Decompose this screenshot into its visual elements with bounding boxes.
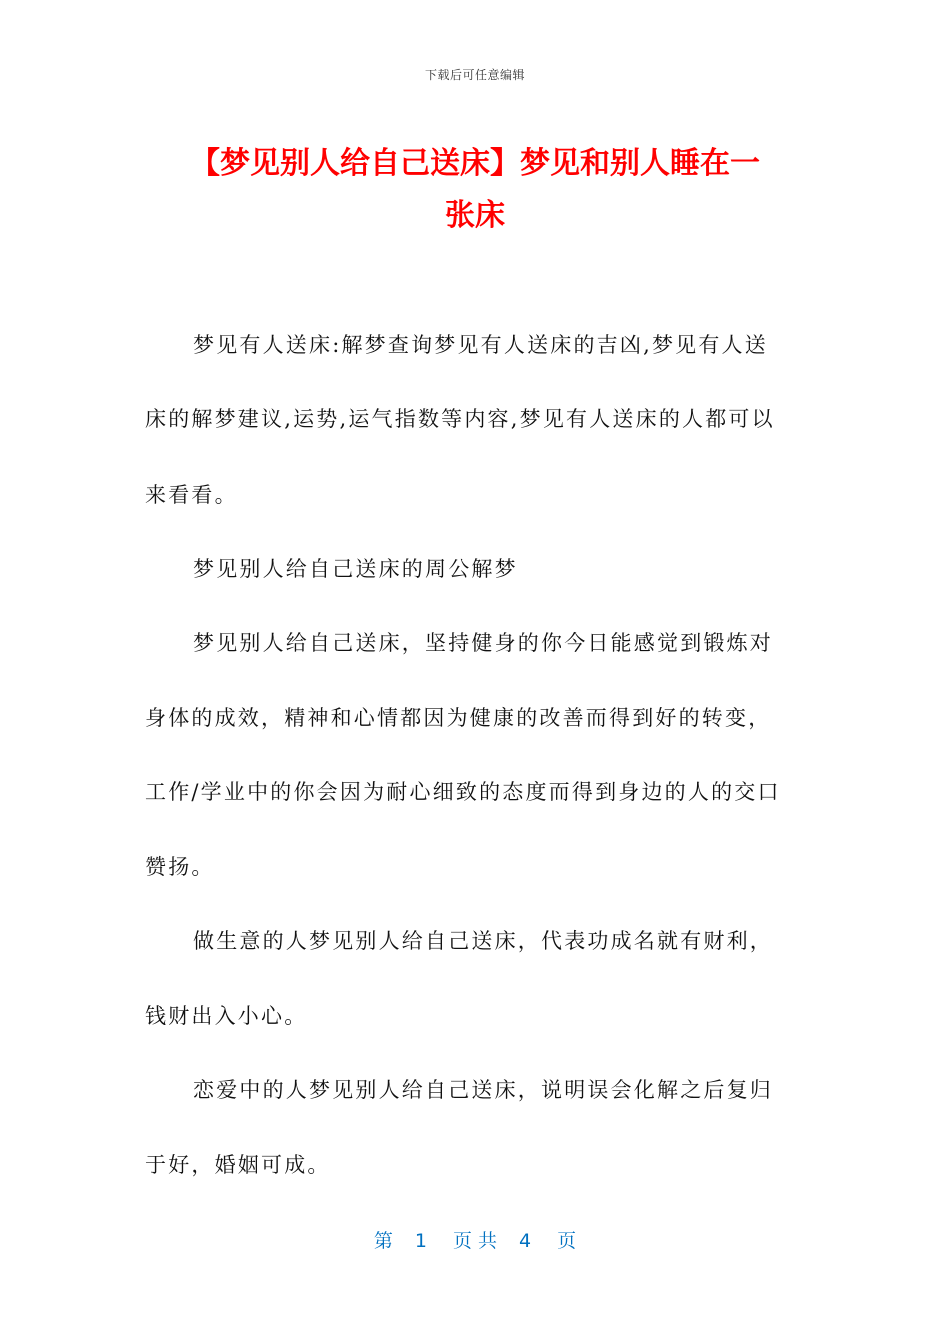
total-pages: 4 xyxy=(519,1230,532,1252)
paragraph-line: 床的解梦建议,运势,运气指数等内容,梦见有人送床的人都可以 xyxy=(145,407,775,431)
paragraph-line: 恋爱中的人梦见别人给自己送床，说明误会化解之后复归 xyxy=(193,1078,773,1102)
footer-suffix: 页 xyxy=(557,1230,577,1252)
section-heading: 梦见别人给自己送床的周公解梦 xyxy=(193,557,518,581)
title-line-2: 张床 xyxy=(445,198,505,233)
footer-prefix: 第 xyxy=(373,1230,393,1252)
footer-middle: 页 共 xyxy=(452,1230,498,1252)
paragraph-line: 工作/学业中的你会因为耐心细致的态度而得到身边的人的交口 xyxy=(145,780,781,804)
paragraph-line: 钱财出入小心。 xyxy=(145,1004,308,1028)
paragraph-line: 于好，婚姻可成。 xyxy=(145,1153,331,1177)
current-page-number: 1 xyxy=(414,1230,427,1252)
paragraph-line: 做生意的人梦见别人给自己送床，代表功成名就有财利， xyxy=(193,929,773,953)
paragraph-line: 梦见别人给自己送床，坚持健身的你今日能感觉到锻炼对 xyxy=(193,631,773,655)
header-note: 下载后可任意编辑 xyxy=(424,68,525,82)
title-line-1: 【梦见别人给自己送床】梦见和别人睡在一 xyxy=(190,146,760,181)
paragraph-line: 来看看。 xyxy=(145,483,238,507)
paragraph-line: 梦见有人送床:解梦查询梦见有人送床的吉凶,梦见有人送 xyxy=(193,333,768,357)
paragraph-line: 身体的成效，精神和心情都因为健康的改善而得到好的转变， xyxy=(145,706,772,730)
paragraph-line: 赞扬。 xyxy=(145,855,215,879)
page-footer xyxy=(0,1226,950,1253)
